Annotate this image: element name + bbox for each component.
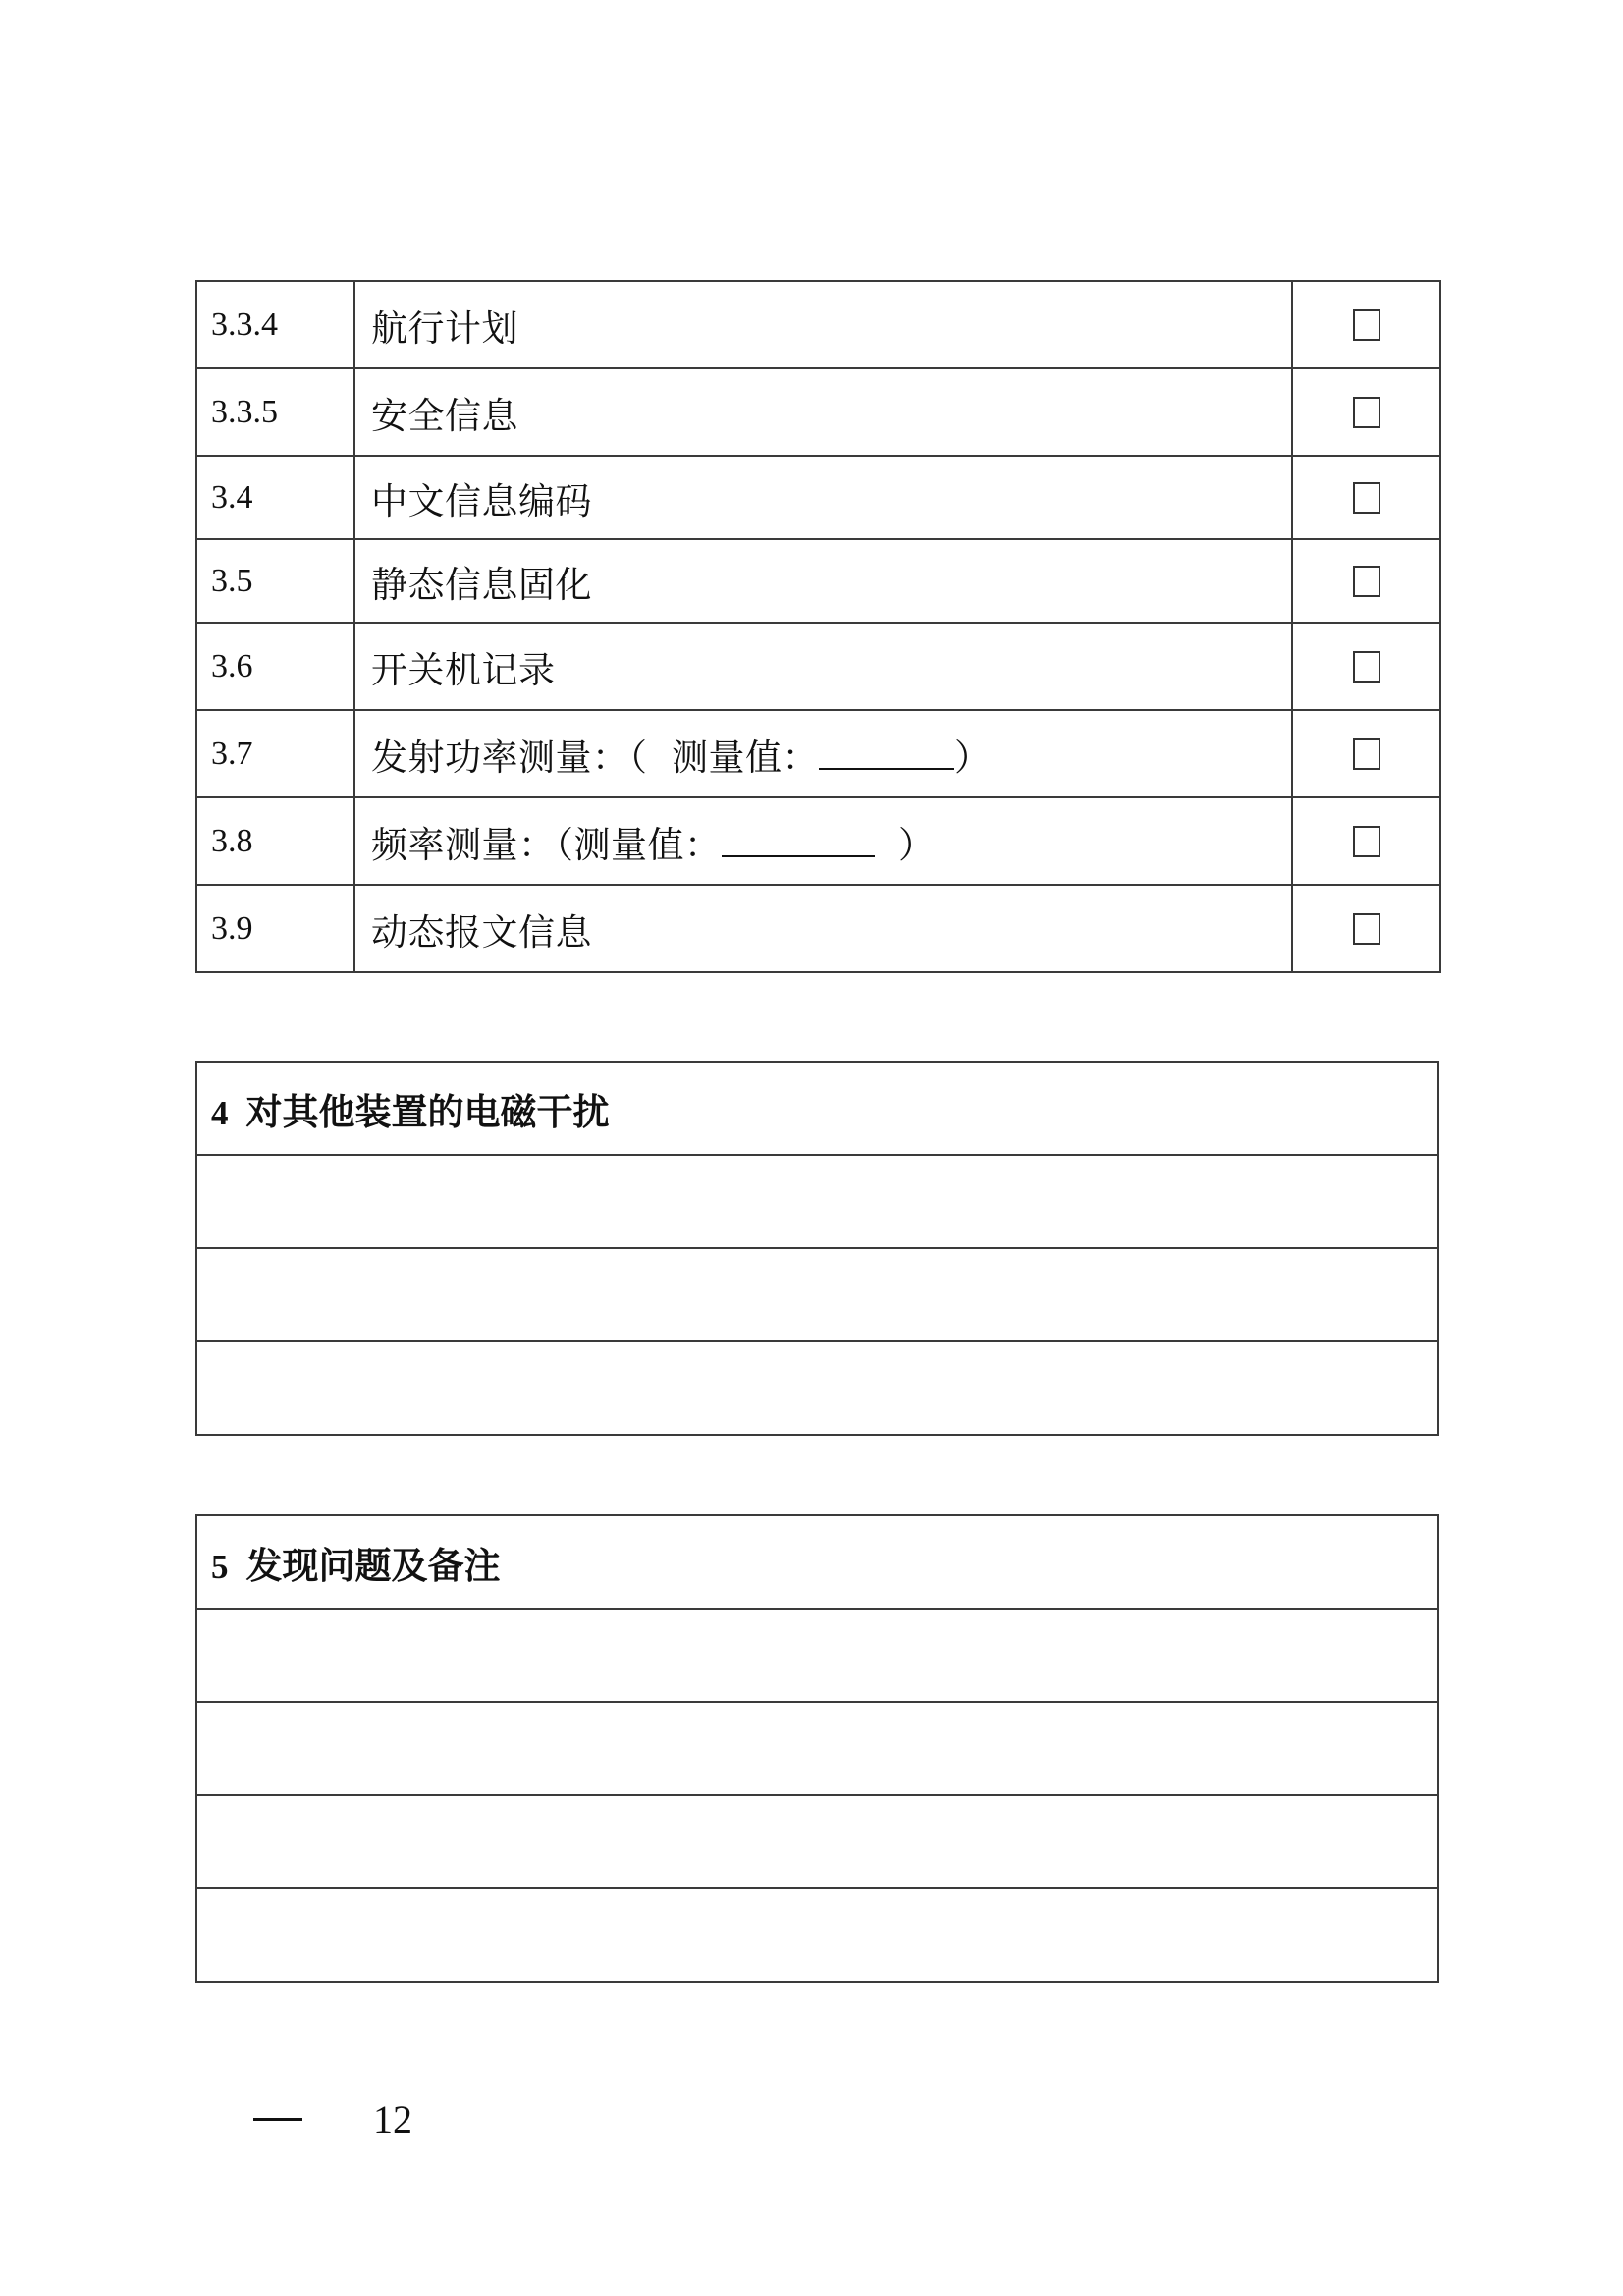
item-label: 中文信息编码 — [354, 456, 1292, 539]
blank-cell[interactable] — [196, 1795, 1438, 1888]
item-number: 3.6 — [196, 623, 354, 710]
section-5-table — [195, 1514, 1439, 1983]
section-4-table — [195, 1061, 1439, 1436]
item-number: 3.5 — [196, 539, 354, 623]
blank-cell[interactable] — [196, 1609, 1438, 1702]
blank-row — [196, 1248, 1438, 1341]
item-label — [354, 797, 1292, 885]
item-label-prefix: 发射功率测量：（ 测量值： — [371, 736, 820, 779]
checklist-row — [196, 281, 1440, 368]
blank-row — [196, 1609, 1438, 1702]
item-number: 3.8 — [196, 797, 354, 885]
section-number: 4 — [211, 1093, 229, 1132]
measurement-blank[interactable] — [722, 826, 875, 857]
item-number: 3.4 — [196, 456, 354, 539]
checklist-row — [196, 368, 1440, 456]
item-label: 动态报文信息 — [354, 885, 1292, 972]
section-4-title — [196, 1062, 1438, 1155]
blank-cell[interactable] — [196, 1248, 1438, 1341]
blank-row — [196, 1341, 1438, 1435]
check-cell — [1292, 797, 1440, 885]
item-label: 静态信息固化 — [354, 539, 1292, 623]
item-label-suffix: ） — [954, 736, 992, 779]
item-number: 3.3.5 — [196, 368, 354, 456]
checkbox[interactable] — [1353, 738, 1380, 770]
checklist-table — [195, 280, 1441, 973]
section-5-title — [196, 1515, 1438, 1609]
blank-row — [196, 1702, 1438, 1795]
blank-cell[interactable] — [196, 1155, 1438, 1248]
item-number: 3.9 — [196, 885, 354, 972]
checklist-row — [196, 885, 1440, 972]
footer-dash — [253, 2118, 302, 2121]
check-cell — [1292, 456, 1440, 539]
check-cell — [1292, 368, 1440, 456]
blank-row — [196, 1888, 1438, 1982]
item-label-prefix: 频率测量：（测量值： — [371, 823, 722, 866]
check-cell — [1292, 539, 1440, 623]
check-cell — [1292, 710, 1440, 797]
blank-row — [196, 1155, 1438, 1248]
check-cell — [1292, 885, 1440, 972]
blank-cell[interactable] — [196, 1702, 1438, 1795]
item-label — [354, 710, 1292, 797]
checklist-row — [196, 797, 1440, 885]
section-number: 5 — [211, 1547, 229, 1586]
checkbox[interactable] — [1353, 309, 1380, 341]
page-footer — [253, 2090, 412, 2149]
check-cell — [1292, 281, 1440, 368]
checklist-row — [196, 710, 1440, 797]
measurement-blank[interactable] — [819, 738, 954, 770]
item-label-suffix: ） — [874, 823, 936, 866]
checkbox[interactable] — [1353, 482, 1380, 514]
item-label: 航行计划 — [354, 281, 1292, 368]
checklist-row — [196, 456, 1440, 539]
checkbox[interactable] — [1353, 913, 1380, 945]
checkbox[interactable] — [1353, 826, 1380, 857]
item-number: 3.3.4 — [196, 281, 354, 368]
section-header-row — [196, 1062, 1438, 1155]
checklist-row — [196, 623, 1440, 710]
page-number: 12 — [373, 2097, 412, 2142]
section-title-text: 发现问题及备注 — [245, 1544, 501, 1587]
checkbox[interactable] — [1353, 397, 1380, 428]
item-label: 开关机记录 — [354, 623, 1292, 710]
blank-cell[interactable] — [196, 1341, 1438, 1435]
item-number: 3.7 — [196, 710, 354, 797]
section-title-text: 对其他装置的电磁干扰 — [245, 1090, 610, 1133]
blank-cell[interactable] — [196, 1888, 1438, 1982]
item-label: 安全信息 — [354, 368, 1292, 456]
checkbox[interactable] — [1353, 566, 1380, 597]
checkbox[interactable] — [1353, 651, 1380, 683]
checklist-row — [196, 539, 1440, 623]
section-header-row — [196, 1515, 1438, 1609]
blank-row — [196, 1795, 1438, 1888]
check-cell — [1292, 623, 1440, 710]
